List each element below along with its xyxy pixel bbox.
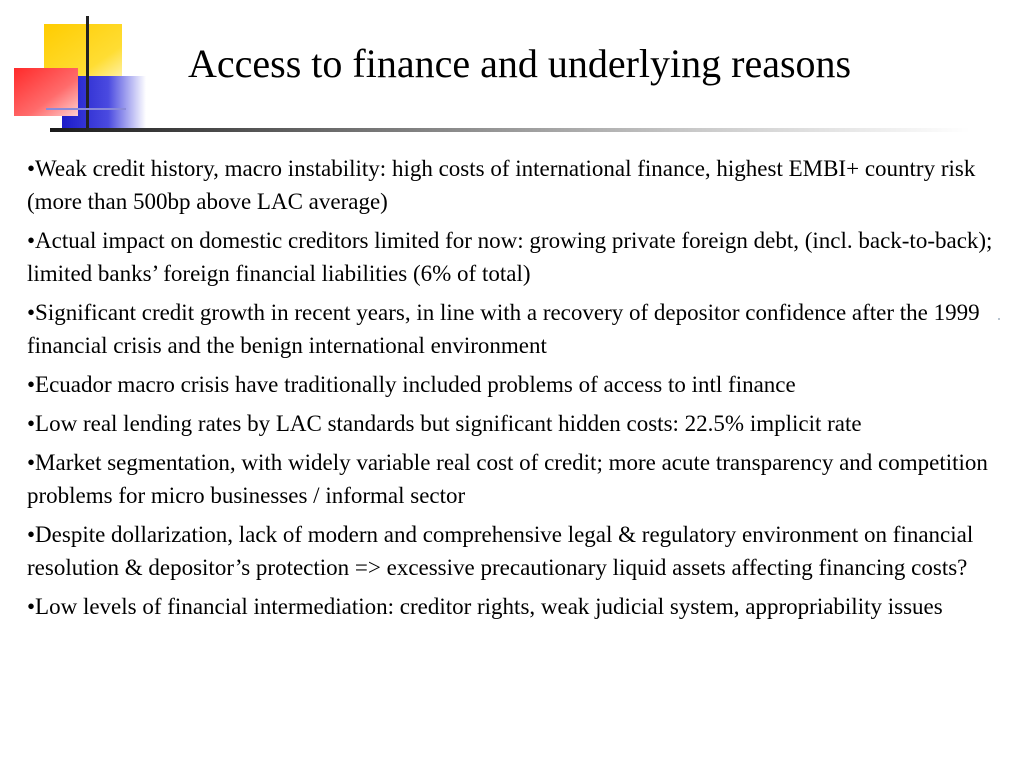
bullet-item: •Actual impact on domestic creditors limited for now: growing private foreign debt, (incl. back-to-back); limited banks’ foreign financial liabilities (6% of total) <box>27 228 993 286</box>
stray-dot-decoration <box>998 318 1000 320</box>
bullet-item: •Significant credit growth in recent years, in line with a recovery of depositor confidence after the 1999 financial crisis and the benign international environment <box>27 300 980 358</box>
bullet-item: •Weak credit history, macro instability: high costs of international finance, highest EMBI+ country risk (more than 500bp above LAC average) <box>27 156 976 214</box>
bullet-item: •Despite dollarization, lack of modern and comprehensive legal & regulatory environment on financial resolution & depositor’s protection => excessive precautionary liquid assets affecting financing costs? <box>27 522 974 580</box>
bullet-item: •Low levels of financial intermediation: creditor rights, weak judicial system, appropriability issues <box>27 594 943 619</box>
title-divider <box>50 128 970 132</box>
bullet-list <box>27 152 1012 629</box>
bullet-item: •Market segmentation, with widely variable real cost of credit; more acute transparency and competition problems for micro businesses / informal sector <box>27 450 988 508</box>
bullet-item: •Low real lending rates by LAC standards but significant hidden costs: 22.5% implicit rate <box>27 411 862 436</box>
slide-title: Access to finance and underlying reasons <box>188 41 852 86</box>
corner-squares-logo-icon <box>0 0 160 140</box>
bullet-item: •Ecuador macro crisis have traditionally included problems of access to intl finance <box>27 372 796 397</box>
